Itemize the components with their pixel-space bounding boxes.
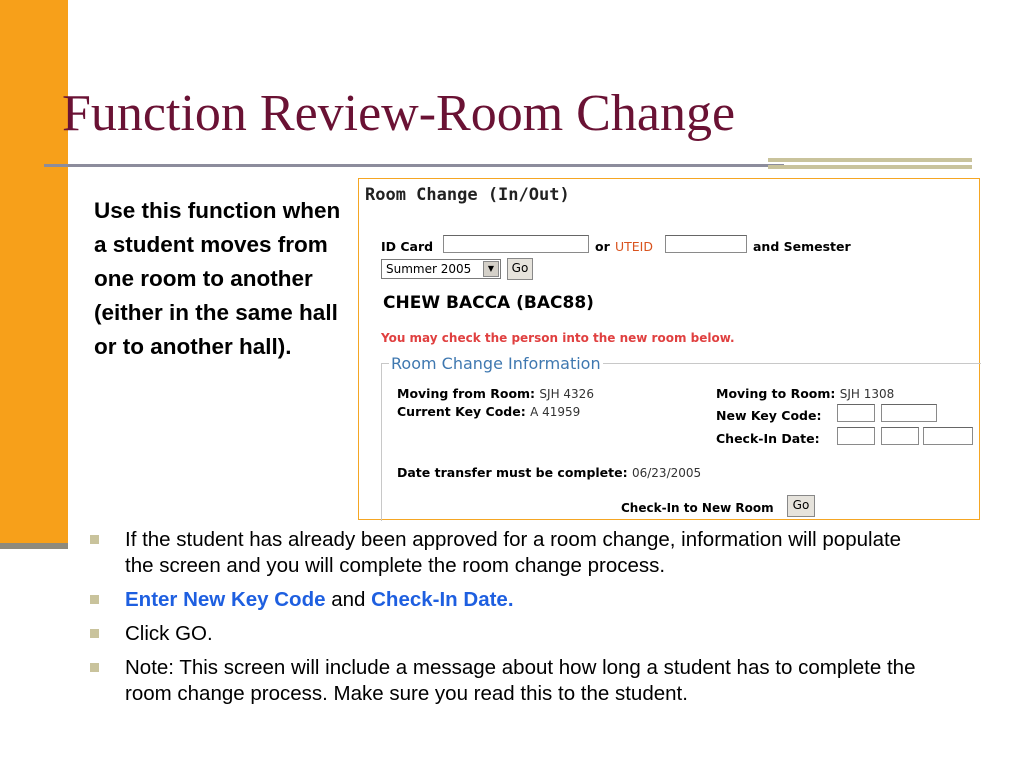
- transfer-deadline-value: 06/23/2005: [631, 466, 702, 480]
- chevron-down-icon[interactable]: ▼: [483, 261, 499, 277]
- checkin-month-input[interactable]: [837, 427, 875, 445]
- id-card-input[interactable]: [443, 235, 589, 253]
- bullet-item: [88, 527, 918, 579]
- bullet-list: [88, 527, 918, 715]
- bullet-text: Note: This screen will include a message about how long a student has to complete the room change process. Make sure you read this to the student.: [125, 656, 916, 705]
- orange-sidebar-decoration: [0, 0, 68, 548]
- bullet-item: [88, 621, 918, 647]
- checkin-go-button[interactable]: Go: [787, 495, 815, 517]
- current-key-label: Current Key Code:: [397, 404, 526, 419]
- uteid-label: UTEID: [615, 239, 653, 254]
- current-key-value: A 41959: [530, 405, 581, 419]
- title-underline: [44, 164, 784, 167]
- checkin-new-room-label: Check-In to New Room: [621, 501, 774, 515]
- bullet-square-icon: [90, 629, 99, 638]
- screenshot-heading: Room Change (In/Out): [365, 185, 570, 205]
- semester-go-button[interactable]: Go: [507, 258, 533, 280]
- bullet-square-icon: [90, 663, 99, 672]
- moving-from-label: Moving from Room:: [397, 386, 536, 401]
- bullet-item: [88, 655, 918, 707]
- bullet-square-icon: [90, 595, 99, 604]
- checkin-day-input[interactable]: [881, 427, 919, 445]
- bullet-text: and: [331, 588, 366, 611]
- new-key-prefix-input[interactable]: [837, 404, 875, 422]
- semester-select-value: Summer 2005: [386, 262, 472, 276]
- side-description: Use this function when a student moves from one room to another (either in the same hall or to another hall).: [94, 198, 341, 359]
- decorative-bars: [768, 158, 972, 172]
- uteid-input[interactable]: [665, 235, 747, 253]
- bullet-square-icon: [90, 535, 99, 544]
- room-change-screenshot: [358, 178, 980, 520]
- bullet-highlight-key-code: Enter New Key Code: [125, 588, 326, 611]
- moving-from-row: [397, 386, 594, 401]
- new-key-label: New Key Code:: [716, 408, 822, 423]
- moving-to-row: [716, 386, 894, 401]
- student-name: CHEW BACCA (BAC88): [383, 293, 594, 313]
- semester-select[interactable]: [381, 259, 501, 279]
- bullet-text: Click GO.: [125, 622, 213, 645]
- bullet-item: [88, 587, 918, 613]
- bullet-highlight-checkin-date: Check-In Date.: [371, 588, 514, 611]
- current-key-row: [397, 404, 580, 419]
- slide-title: Function Review-Room Change: [62, 85, 736, 142]
- moving-to-label: Moving to Room:: [716, 386, 836, 401]
- semester-label: and Semester: [753, 239, 851, 254]
- new-key-number-input[interactable]: [881, 404, 937, 422]
- section-title: Room Change Information: [391, 354, 601, 373]
- or-label: or: [595, 239, 610, 254]
- bullet-text: If the student has already been approved for a room change, information will populate the screen and you will complete the room change process.: [125, 528, 902, 577]
- transfer-deadline-row: [397, 465, 701, 480]
- moving-from-value: SJH 4326: [539, 387, 594, 401]
- gray-divider-stub: [0, 543, 68, 549]
- transfer-deadline-label: Date transfer must be complete:: [397, 465, 628, 480]
- id-card-label: ID Card: [381, 239, 434, 254]
- checkin-date-label: Check-In Date:: [716, 431, 820, 446]
- status-message: You may check the person into the new room below.: [381, 331, 735, 345]
- moving-to-value: SJH 1308: [839, 387, 895, 401]
- checkin-year-input[interactable]: [923, 427, 973, 445]
